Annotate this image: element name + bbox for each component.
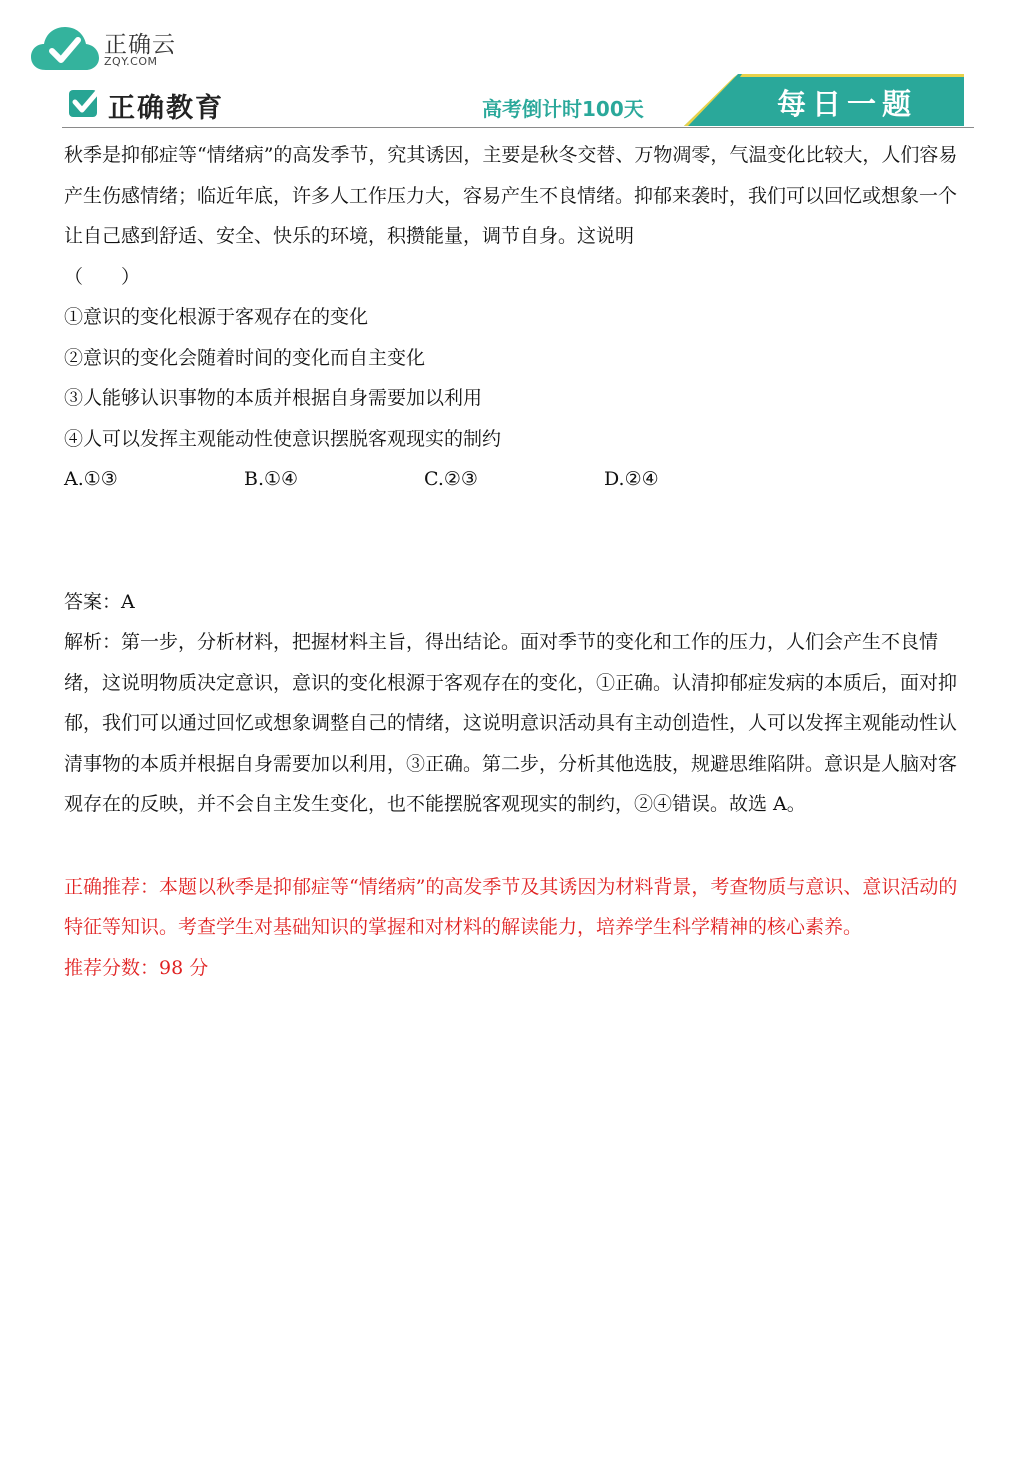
statement-3: ③人能够认识事物的本质并根据自身需要加以利用 bbox=[64, 387, 483, 409]
logo-brand-name: 正确云 bbox=[104, 32, 176, 58]
option-a: A.①③ bbox=[64, 468, 118, 490]
answer-line: 答案：A bbox=[64, 590, 135, 613]
header-banner bbox=[62, 76, 974, 130]
daily-question-title: 每日一题 bbox=[777, 87, 918, 121]
question-content bbox=[64, 135, 964, 988]
countdown-label: 高考倒计时100天 bbox=[482, 97, 644, 121]
logo-domain: ZQY.COM bbox=[104, 55, 158, 68]
question-stem: 秋季是抑郁症等“情绪病”的高发季节，究其诱因，主要是秋冬交替、万物凋零，气温变化比较大，人们容易产生伤感情绪；临近年底，许多人工作压力大，容易产生不良情绪。抑郁来袭时，我们可以回忆或想象一个让自己感到舒适、安全、快乐的环境，积攒能量，调节自身。这说明 bbox=[64, 144, 958, 247]
spacer bbox=[64, 500, 964, 582]
options-row bbox=[64, 459, 964, 500]
recommendation-text: 正确推荐：本题以秋季是抑郁症等“情绪病”的高发季节及其诱因为材料背景，考查物质与意识、意识活动的特征等知识。考查学生对基础知识的掌握和对材料的解读能力，培养学生科学精神的核心素养。 bbox=[64, 875, 958, 938]
option-c: C.②③ bbox=[424, 468, 478, 490]
statement-1: ①意识的变化根源于客观存在的变化 bbox=[64, 306, 369, 328]
header-divider bbox=[62, 127, 974, 128]
cloud-check-icon bbox=[30, 24, 100, 74]
edu-brand-title: 正确教育 bbox=[108, 93, 224, 124]
option-d: D.②④ bbox=[604, 468, 659, 490]
recommendation-score: 推荐分数：98 分 bbox=[64, 956, 209, 979]
statement-2: ②意识的变化会随着时间的变化而自主变化 bbox=[64, 346, 426, 369]
option-b: B.①④ bbox=[244, 468, 299, 490]
analysis-text: 解析：第一步，分析材料，把握材料主旨，得出结论。面对季节的变化和工作的压力，人们会产生不良情绪，这说明物质决定意识，意识的变化根源于客观存在的变化，①正确。认清抑郁症发病的本质后，面对抑郁，我们可以通过回忆或想象调整自己的情绪，这说明意识活动具有主动创造性，人可以发挥主观能动性认清事物的本质并根据自身需要加以利用，③正确。第二步，分析其他选肢，规避思维陷阱。意识是人脑对客观存在的反映，并不会自主发生变化，也不能摆脱客观现实的制约，②④错误。故选 A。 bbox=[64, 631, 958, 815]
check-box-icon bbox=[68, 87, 102, 119]
zqy-logo bbox=[30, 24, 180, 74]
spacer bbox=[64, 825, 964, 867]
answer-blank: （ ） bbox=[64, 265, 141, 288]
statement-4: ④人可以发挥主观能动性使意识摆脱客观现实的制约 bbox=[64, 427, 502, 450]
